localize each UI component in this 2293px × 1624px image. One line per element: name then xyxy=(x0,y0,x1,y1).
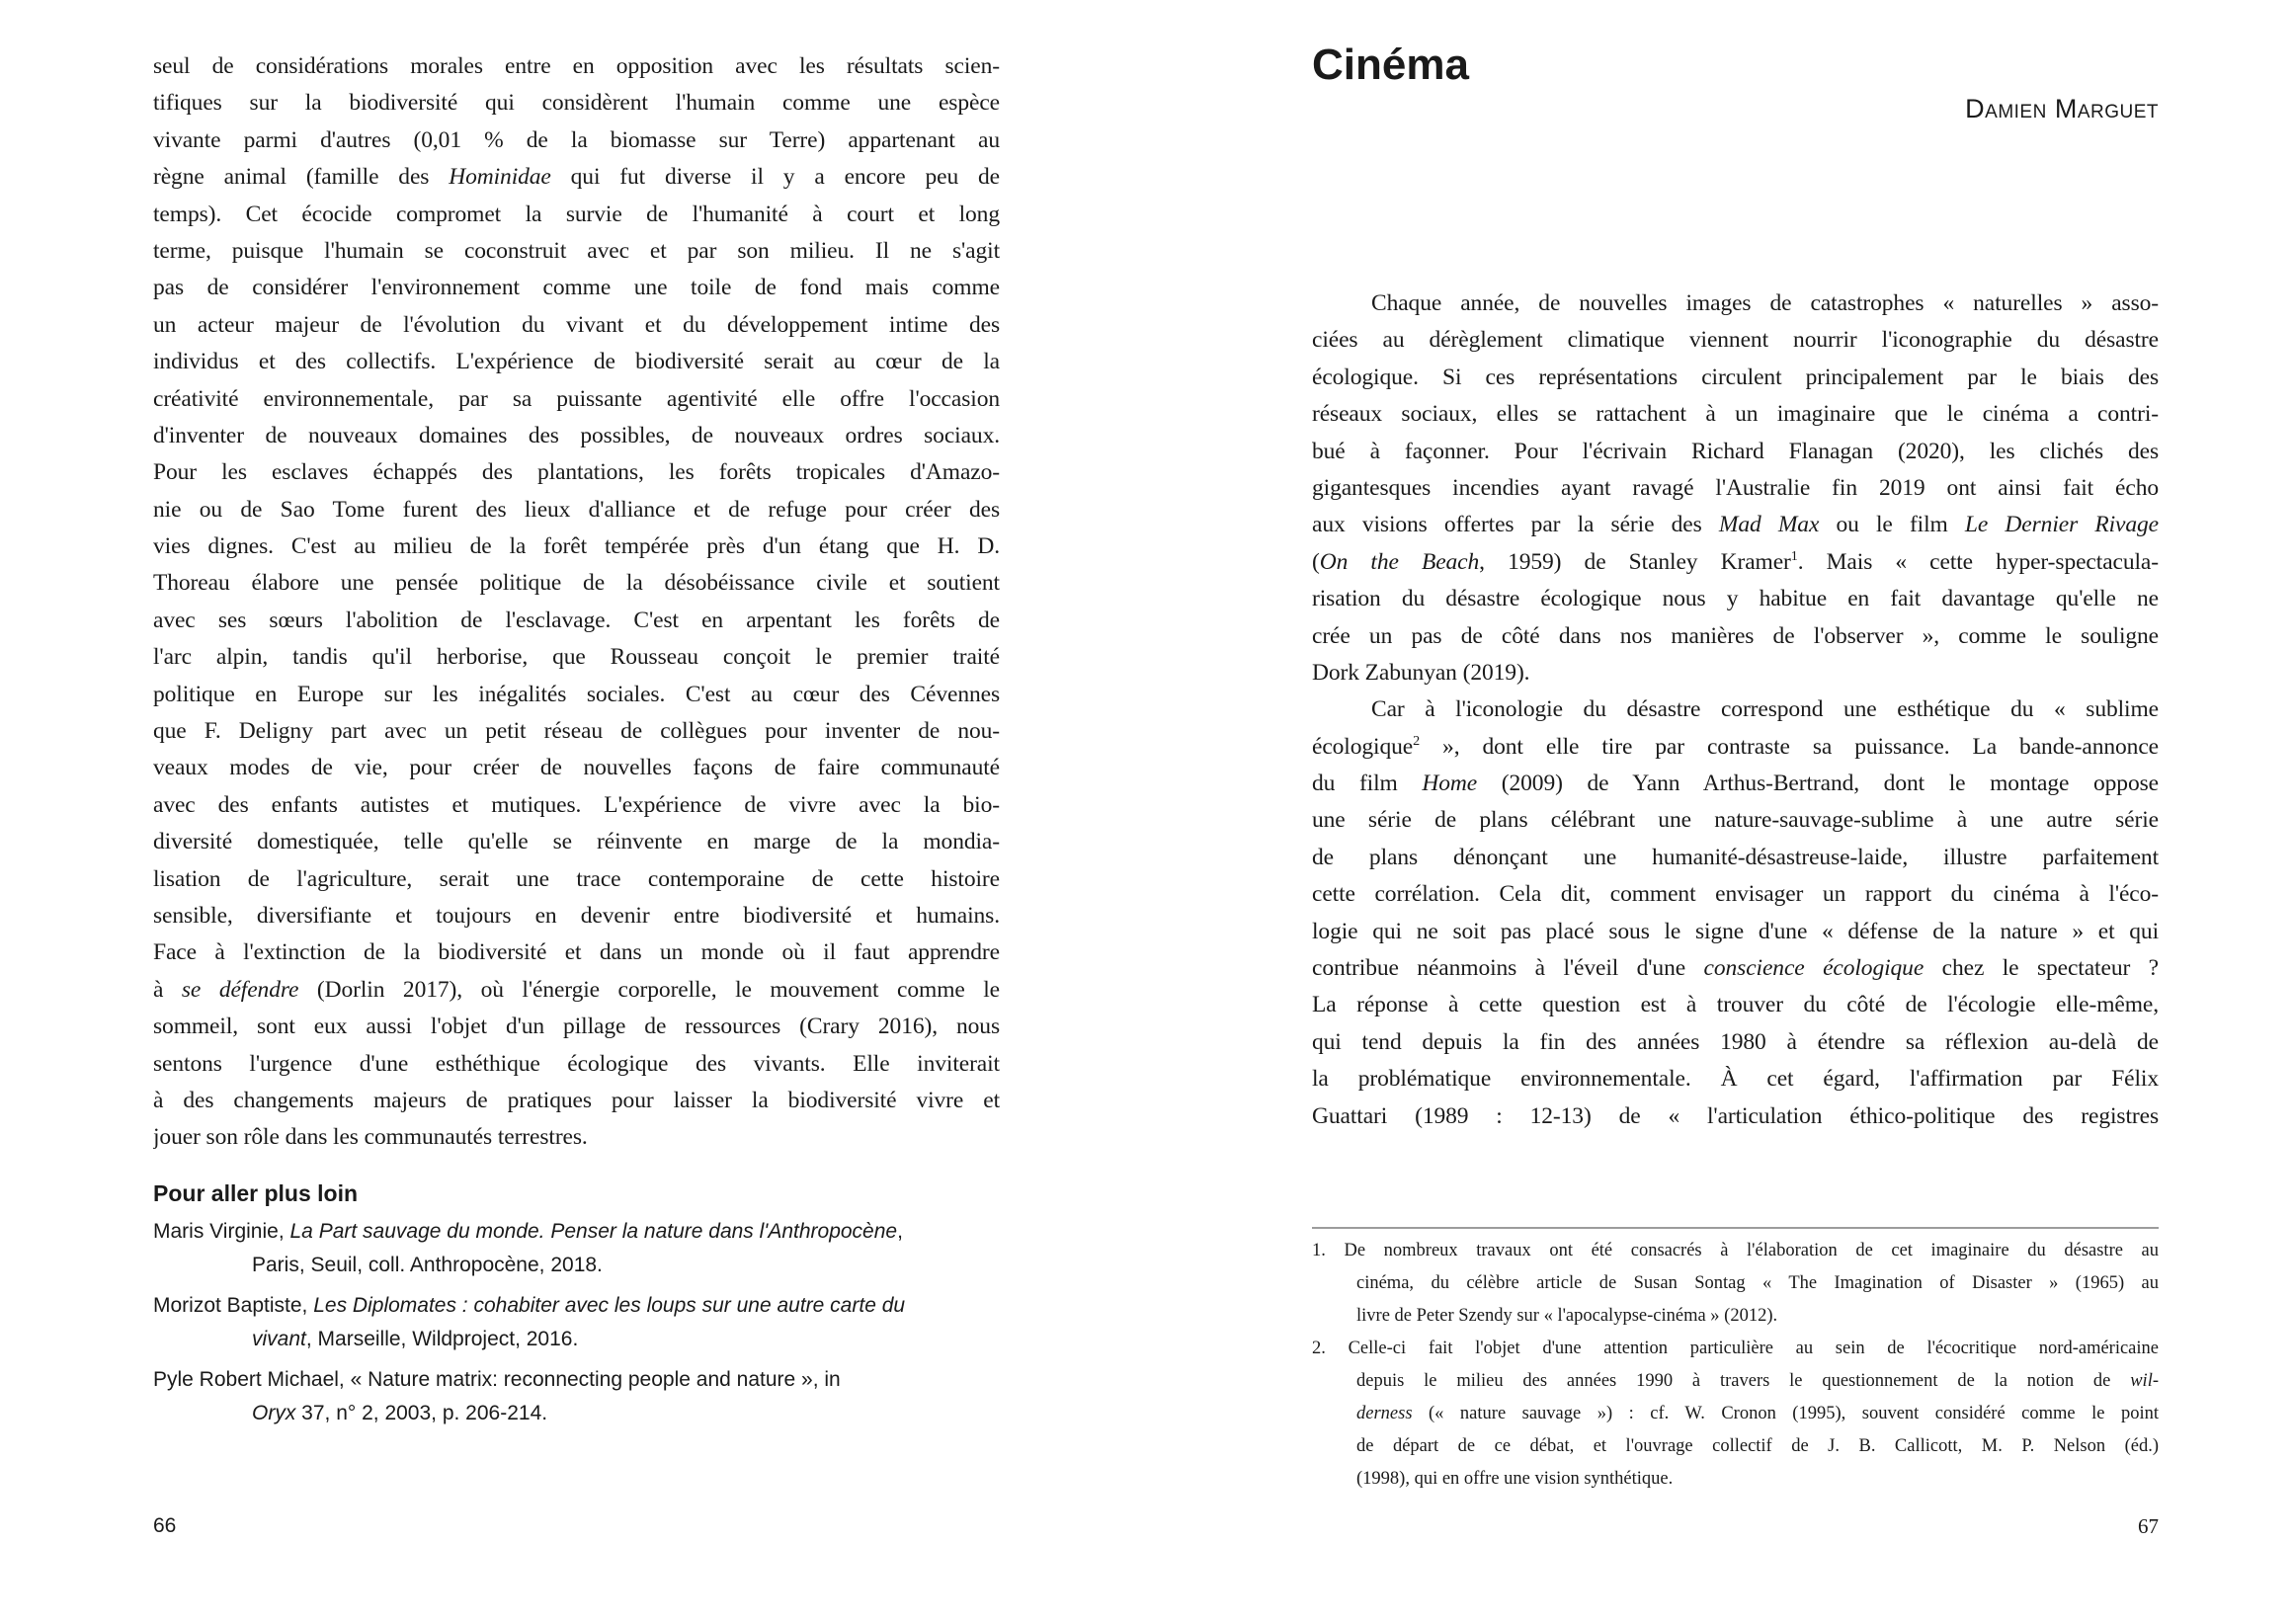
text-segment: seul de considérations morales entre en opposition avec les résultats scien- xyxy=(153,53,1000,79)
footnote-reference: 2 xyxy=(1413,732,1421,749)
bibliography-entry xyxy=(153,1289,1023,1356)
text-line xyxy=(153,713,1000,750)
text-segment: depuis le milieu des années 1990 à travers le questionnement de la notion de xyxy=(1356,1371,2131,1391)
text-line xyxy=(1312,544,2159,581)
text-segment: qui tend depuis la fin des années 1980 à étendre sa réflexion au-delà de xyxy=(1312,1028,2159,1055)
text-line xyxy=(1312,1267,2159,1300)
text-segment: terme, puisque l'humain se coconstruit avec et par son milieu. Il ne s'agit xyxy=(153,237,1000,264)
text-line xyxy=(153,1249,1023,1282)
text-segment: Pyle Robert Michael, « Nature matrix: reconnecting people and nature », in xyxy=(153,1368,841,1391)
text-line xyxy=(153,972,1000,1009)
text-segment: pas de considérer l'environnement comme une toile de fond mais comme xyxy=(153,275,1000,301)
text-segment: réseaux sociaux, elles se rattachent à un imaginaire que le cinéma a contri- xyxy=(1312,401,2159,428)
text-line xyxy=(1312,1430,2159,1463)
text-line xyxy=(153,528,1000,565)
text-segment: 1. De nombreux travaux ont été consacrés à l'élaboration de cet imaginaire du désastre au xyxy=(1312,1241,2159,1260)
author-name: Damien Marguet xyxy=(1965,94,2159,123)
text-segment: bué à façonner. Pour l'écrivain Richard Flanagan (2020), les clichés des xyxy=(1312,438,2159,464)
text-line xyxy=(1312,581,2159,617)
text-segment: Maris Virginie, xyxy=(153,1220,290,1243)
text-segment: , xyxy=(897,1220,903,1243)
text-line xyxy=(153,750,1000,786)
text-segment: sommeil, sont eux aussi l'objet d'un pillage de ressources (Crary 2016), nous xyxy=(153,1014,1000,1040)
text-line xyxy=(153,1119,1000,1156)
text-segment: Mad Max xyxy=(1718,512,1820,538)
text-line xyxy=(1312,876,2159,913)
text-segment: avec ses sœurs l'abolition de l'esclavage. C'est en arpentant les forêts de xyxy=(153,607,1000,633)
bibliography-entry xyxy=(153,1363,1023,1430)
text-line xyxy=(1312,1235,2159,1267)
text-line xyxy=(153,197,1000,233)
text-segment: On the Beach xyxy=(1319,548,1480,575)
text-segment: Morizot Baptiste, xyxy=(153,1294,314,1317)
text-line xyxy=(1312,729,2159,766)
text-segment: créativité environnementale, par sa puissante agentivité elle offre l'occasion xyxy=(153,385,1000,412)
right-page-number: 67 xyxy=(2138,1514,2159,1538)
text-line xyxy=(1312,1398,2159,1430)
text-line xyxy=(1312,1463,2159,1496)
text-segment: Le Dernier Rivage xyxy=(1964,512,2159,538)
text-line xyxy=(153,1289,1023,1323)
text-line xyxy=(153,934,1000,971)
text-segment: chez le spectateur ? xyxy=(1924,955,2159,982)
text-segment: règne animal (famille des xyxy=(153,164,450,191)
text-line xyxy=(1312,1365,2159,1398)
text-segment: cinéma, du célèbre article de Susan Sontag « The Imagination of Disaster » (1965) au xyxy=(1356,1273,2159,1293)
text-line xyxy=(153,344,1000,380)
text-segment: Chaque année, de nouvelles images de catastrophes « naturelles » asso- xyxy=(1371,290,2159,316)
text-line xyxy=(1312,1024,2159,1061)
text-segment: l'arc alpin, tandis qu'il herborise, que Rousseau conçoit le premier traité xyxy=(153,644,1000,671)
text-line xyxy=(1312,470,2159,507)
text-line xyxy=(1312,1061,2159,1097)
text-segment: tifiques sur la biodiversité qui considèrent l'humain comme une espèce xyxy=(153,90,1000,117)
text-segment: que F. Deligny part avec un petit réseau de collègues pour inventer de nou- xyxy=(153,718,1000,745)
footnote-rule xyxy=(1312,1227,2159,1229)
text-line xyxy=(153,233,1000,270)
text-segment: vivante parmi d'autres (0,01 % de la biomasse sur Terre) appartenant au xyxy=(153,126,1000,153)
text-line xyxy=(153,381,1000,418)
text-line xyxy=(153,1046,1000,1083)
text-segment: ( xyxy=(1312,548,1320,575)
text-line xyxy=(1312,434,2159,470)
text-segment: jouer son rôle dans les communautés terrestres. xyxy=(153,1124,588,1151)
text-line xyxy=(1312,360,2159,396)
text-line xyxy=(1312,396,2159,433)
text-line xyxy=(1312,655,2159,691)
text-line xyxy=(1312,1300,2159,1333)
text-line xyxy=(153,454,1000,491)
text-line xyxy=(153,122,1000,159)
text-line xyxy=(153,1323,1023,1356)
text-line xyxy=(1312,802,2159,839)
text-segment: logie qui ne soit pas placé sous le signe d'une « défense de la nature » et qui xyxy=(1312,918,2159,944)
text-line xyxy=(1312,914,2159,950)
text-line xyxy=(153,1363,1023,1397)
text-segment: ciées au dérèglement climatique viennent nourrir l'iconographie du désastre xyxy=(1312,327,2159,354)
text-segment: », dont elle tire par contraste sa puissance. La bande-annonce xyxy=(1420,733,2159,760)
text-segment: Guattari (1989 : 12-13) de « l'articulation éthico-politique des registres xyxy=(1312,1102,2159,1129)
text-line xyxy=(153,1009,1000,1045)
text-segment: politique en Europe sur les inégalités sociales. C'est au cœur des Cévennes xyxy=(153,681,1000,707)
text-line xyxy=(1312,1098,2159,1135)
text-segment: (2009) de Yann Arthus-Bertrand, dont le montage oppose xyxy=(1477,771,2159,797)
text-segment: de départ de ce débat, et l'ouvrage collectif de J. B. Callicott, M. P. Nelson (éd.) xyxy=(1356,1436,2159,1456)
chapter-title: Cinéma xyxy=(1312,41,1469,89)
text-segment: la problématique environnementale. À cet égard, l'affirmation par Félix xyxy=(1312,1066,2159,1093)
text-line xyxy=(153,677,1000,713)
text-segment: se défendre xyxy=(181,976,299,1003)
footnote-reference: 1 xyxy=(1790,547,1798,564)
text-segment: crée un pas de côté dans nos manières de l'observer », comme le souligne xyxy=(1312,622,2159,649)
text-segment: d'inventer de nouveaux domaines des possibles, de nouveaux ordres sociaux. xyxy=(153,422,1000,448)
bibliography-list xyxy=(153,1215,1023,1437)
text-segment: (Dorlin 2017), où l'énergie corporelle, le mouvement comme le xyxy=(298,976,1000,1003)
text-segment: du film xyxy=(1312,771,1423,797)
bibliography-entry xyxy=(153,1215,1023,1282)
text-line xyxy=(153,1083,1000,1119)
text-segment: individus et des collectifs. L'expérience de biodiversité serait au cœur de la xyxy=(153,349,1000,375)
text-line xyxy=(153,898,1000,934)
left-page-body-text xyxy=(153,48,1000,1157)
text-segment: Dork Zabunyan (2019). xyxy=(1312,659,1530,686)
text-segment: cette corrélation. Cela dit, comment envisager un rapport du cinéma à l'éco- xyxy=(1312,881,2159,908)
text-segment: Les Diplomates : cohabiter avec les loups sur une autre carte du xyxy=(313,1294,906,1317)
text-segment: avec des enfants autistes et mutiques. L'expérience de vivre avec la bio- xyxy=(153,791,1000,818)
text-line xyxy=(1312,1333,2159,1365)
text-line xyxy=(153,603,1000,639)
text-line xyxy=(153,418,1000,454)
text-segment: derness xyxy=(1356,1404,1413,1423)
text-segment: Thoreau élabore une pensée politique de la désobéissance civile et soutient xyxy=(153,570,1000,597)
text-line xyxy=(153,861,1000,898)
text-segment: vies dignes. C'est au milieu de la forêt tempérée près d'un étang que H. D. xyxy=(153,533,1000,560)
left-page-number: 66 xyxy=(153,1514,177,1537)
text-line xyxy=(1312,322,2159,359)
text-segment: sentons l'urgence d'une esthéthique écologique des vivants. Elle inviterait xyxy=(153,1050,1000,1077)
text-segment: wil- xyxy=(2130,1371,2159,1391)
text-segment: . Mais « cette hyper-spectacula- xyxy=(1797,548,2159,575)
text-line xyxy=(153,1397,1023,1430)
text-segment: risation du désastre écologique nous y habitue en fait davantage qu'elle ne xyxy=(1312,586,2159,612)
text-segment: sensible, diversifiante et toujours en devenir entre biodiversité et humains. xyxy=(153,902,1000,929)
text-segment: Hominidae xyxy=(449,164,551,191)
text-line xyxy=(153,85,1000,122)
text-segment: à xyxy=(153,976,182,1003)
text-segment: temps). Cet écocide compromet la survie de l'humanité à court et long xyxy=(153,201,1000,227)
text-segment: , Marseille, Wildproject, 2016. xyxy=(305,1328,579,1350)
text-line xyxy=(153,270,1000,306)
text-segment: Oryx xyxy=(252,1402,296,1424)
text-line xyxy=(153,492,1000,528)
right-page-body-text xyxy=(1312,285,2159,1135)
text-segment: Home xyxy=(1422,771,1478,797)
text-segment: livre de Peter Szendy sur « l'apocalypse-cinéma » (2012). xyxy=(1356,1306,1778,1326)
text-line xyxy=(153,307,1000,344)
text-line xyxy=(153,787,1000,824)
text-segment: qui fut diverse il y a encore peu de xyxy=(550,164,1000,191)
text-segment: vivant xyxy=(252,1328,306,1350)
further-reading-heading: Pour aller plus loin xyxy=(153,1180,359,1206)
text-segment: veaux modes de vie, pour créer de nouvelles façons de faire communauté xyxy=(153,755,1000,781)
text-segment: une série de plans célébrant une nature-sauvage-sublime à une autre série xyxy=(1312,807,2159,834)
text-segment: Pour les esclaves échappés des plantations, les forêts tropicales d'Amazo- xyxy=(153,459,1000,486)
text-line xyxy=(1312,766,2159,802)
text-line xyxy=(1312,618,2159,655)
footnotes xyxy=(1312,1235,2159,1496)
text-segment: La Part sauvage du monde. Penser la nature dans l'Anthropocène xyxy=(289,1220,898,1243)
text-line xyxy=(1312,987,2159,1023)
text-segment: 2. Celle-ci fait l'objet d'une attention particulière au sein de l'écocritique nord-américaine xyxy=(1312,1339,2159,1358)
text-line xyxy=(1312,691,2159,728)
text-segment: nie ou de Sao Tome furent des lieux d'alliance et de refuge pour créer des xyxy=(153,496,1000,523)
text-segment: aux visions offertes par la série des xyxy=(1312,512,1719,538)
text-segment: ou le film xyxy=(1819,512,1965,538)
text-line xyxy=(1312,507,2159,543)
text-segment: (« nature sauvage ») : cf. W. Cronon (1995), souvent considéré comme le point xyxy=(1412,1404,2159,1423)
text-line xyxy=(153,1215,1023,1249)
text-line xyxy=(153,159,1000,196)
text-segment: contribue néanmoins à l'éveil d'une xyxy=(1312,955,1704,982)
text-segment: de plans dénonçant une humanité-désastreuse-laide, illustre parfaitement xyxy=(1312,844,2159,870)
text-line xyxy=(1312,950,2159,987)
text-segment: écologique xyxy=(1312,733,1414,760)
text-line xyxy=(1312,285,2159,322)
text-segment: gigantesques incendies ayant ravagé l'Australie fin 2019 ont ainsi fait écho xyxy=(1312,474,2159,501)
text-segment: lisation de l'agriculture, serait une trace contemporaine de cette histoire xyxy=(153,865,1000,892)
text-segment: diversité domestiquée, telle qu'elle se réinvente en marge de la mondia- xyxy=(153,829,1000,855)
text-segment: conscience écologique xyxy=(1703,955,1924,982)
text-segment: 37, n° 2, 2003, p. 206-214. xyxy=(295,1402,548,1424)
text-segment: Face à l'extinction de la biodiversité et dans un monde où il faut apprendre xyxy=(153,939,1000,966)
text-segment: un acteur majeur de l'évolution du vivant et du développement intime des xyxy=(153,311,1000,338)
text-segment: , 1959) de Stanley Kramer xyxy=(1479,548,1791,575)
text-segment: Car à l'iconologie du désastre correspond une esthétique du « sublime xyxy=(1371,696,2159,723)
text-line xyxy=(153,48,1000,85)
text-segment: (1998), qui en offre une vision synthétique. xyxy=(1356,1469,1674,1489)
text-line xyxy=(1312,840,2159,876)
text-segment: à des changements majeurs de pratiques pour laisser la biodiversité vivre et xyxy=(153,1087,1000,1113)
text-segment: Paris, Seuil, coll. Anthropocène, 2018. xyxy=(252,1254,603,1276)
text-segment: écologique. Si ces représentations circulent principalement par le biais des xyxy=(1312,364,2159,390)
text-segment: La réponse à cette question est à trouver du côté de l'écologie elle-même, xyxy=(1312,992,2159,1018)
text-line xyxy=(153,639,1000,676)
text-line xyxy=(153,565,1000,602)
text-line xyxy=(153,824,1000,860)
